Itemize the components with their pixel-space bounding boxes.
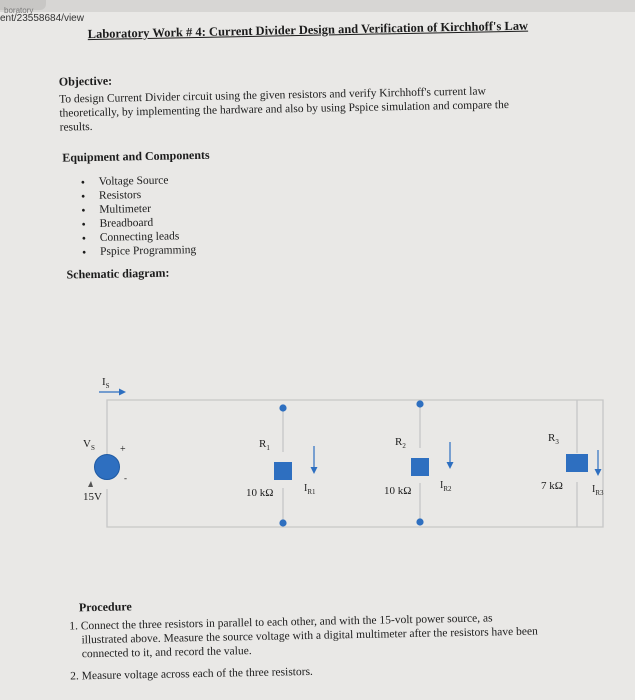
- r1-current-arrowhead: [311, 467, 318, 474]
- r3-value: 7 kΩ: [541, 480, 563, 492]
- schematic-heading: Schematic diagram:: [66, 265, 170, 282]
- procedure-list: [69, 611, 540, 692]
- r1-label: $R_1$: [259, 438, 270, 452]
- node-dot: [416, 518, 423, 525]
- browser-tab-label: boratory: [4, 6, 34, 15]
- r2-current-label: $I_{R2}$: [440, 480, 452, 493]
- node-dot: [279, 519, 286, 526]
- r3-label: $R_3$: [548, 432, 559, 446]
- schematic-diagram: [0, 370, 635, 570]
- circuit-wires: [107, 400, 603, 527]
- equipment-list: [81, 173, 197, 259]
- equipment-heading: Equipment and Components: [62, 147, 210, 165]
- r1-value: 10 kΩ: [246, 487, 274, 499]
- address-url[interactable]: ent/23558684/view: [0, 13, 84, 24]
- source-minus: -: [124, 473, 127, 483]
- resistor-r3: [566, 454, 588, 472]
- equipment-item: • Voltage Source: [81, 173, 195, 189]
- equipment-item: • Connecting leads: [82, 229, 196, 245]
- equipment-item: • Pspice Programming: [82, 243, 196, 259]
- r2-current-arrowhead: [447, 462, 454, 469]
- source-current-label: $I_S$: [102, 376, 110, 390]
- document-page: [0, 9, 635, 700]
- r2-value: 10 kΩ: [384, 485, 412, 497]
- procedure-step: 2. Measure voltage across each of the three resistors.: [70, 665, 313, 683]
- source-value: 15V: [83, 491, 102, 503]
- objective-text: To design Current Divider circuit using the given resistors and verify Kirchhoff's current law theoretically, by implementing the hardware and also by using Pspice simulation and compare the results.: [59, 85, 510, 134]
- r3-current-label: $I_{R3}$: [592, 484, 604, 497]
- source-current-arrowhead: [119, 389, 126, 396]
- procedure-heading: Procedure: [78, 599, 132, 615]
- equipment-item: • Breadboard: [81, 215, 195, 231]
- equipment-item: • Multimeter: [81, 201, 195, 217]
- source-polarity-arrow: [88, 481, 93, 487]
- procedure-step: 1. Connect the three resistors in parallel to each other, and with the 15-volt power source, as illustrated above. Measure the source voltage with a digital multimeter after the resistors have been connected to it, and record the value.: [69, 612, 538, 661]
- objective-heading: Objective:: [58, 73, 113, 89]
- node-dot: [279, 404, 286, 411]
- source-label: $V_S$: [83, 438, 95, 452]
- browser-tab[interactable]: [0, 0, 46, 15]
- resistor-r2: [411, 458, 429, 476]
- r2-label: $R_2$: [395, 436, 406, 450]
- equipment-item: • Resistors: [81, 187, 195, 203]
- source-plus: +: [120, 444, 126, 455]
- document-title: Laboratory Work # 4: Current Divider Design and Verification of Kirchhoff's Law: [87, 18, 529, 42]
- r3-current-arrowhead: [595, 469, 602, 476]
- r1-current-label: $I_{R1}$: [304, 483, 316, 496]
- resistor-r1: [274, 462, 292, 480]
- voltage-source: [95, 455, 120, 480]
- node-dot: [416, 400, 423, 407]
